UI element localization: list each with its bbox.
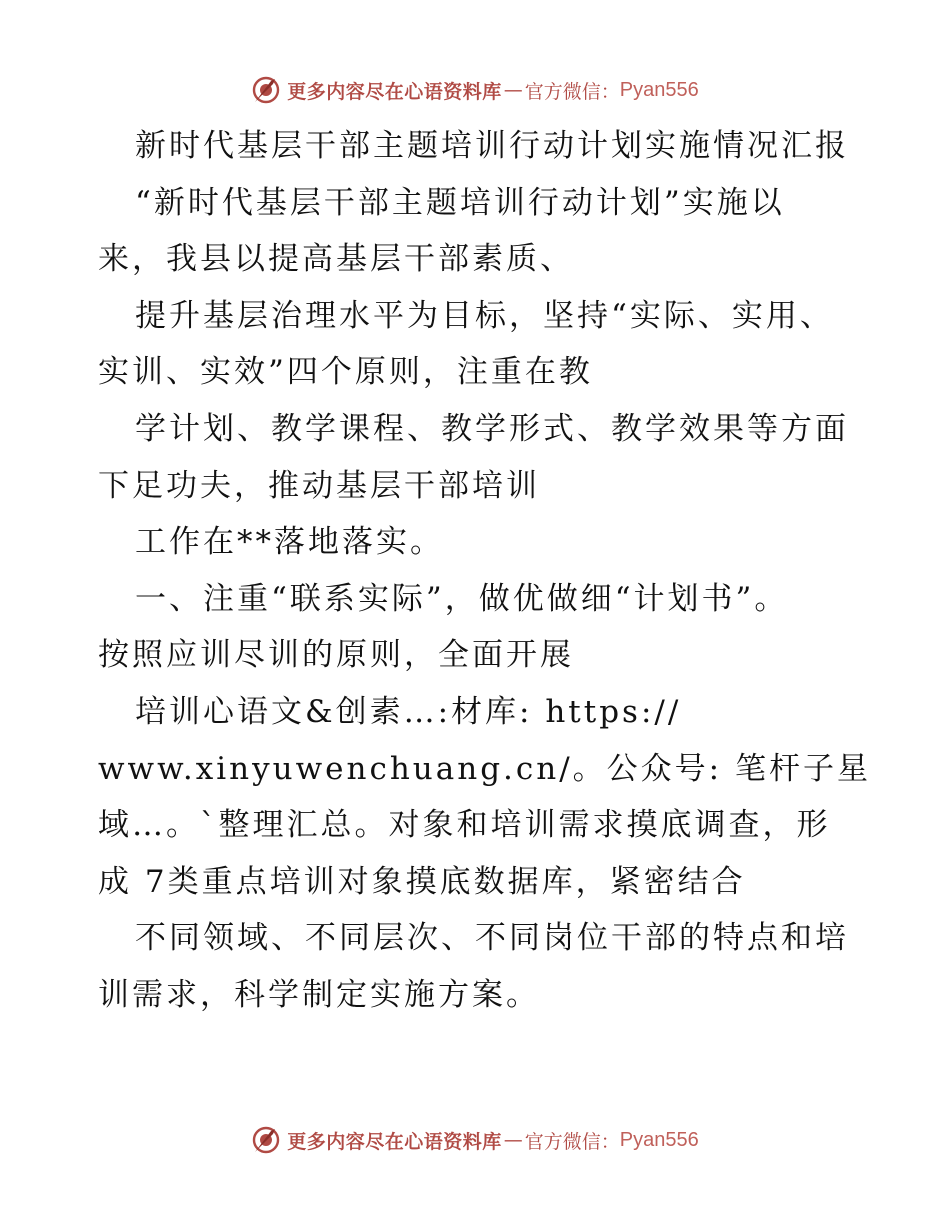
document-body (98, 118, 871, 1024)
banner-wechat-id: Pyan556 (619, 1128, 699, 1151)
paragraph-line: 提升基层治理水平为目标，坚持“实际、实用、 (135, 297, 834, 334)
paragraph-line: 成 7类重点培训对象摸底数据库，紧密结合 (98, 863, 746, 900)
banner-wechat-id: Pyan556 (619, 78, 699, 101)
banner-wechat-label: 官方微信： (524, 1130, 620, 1153)
paragraph-line: 工作在**落地落实。 (135, 524, 444, 561)
paragraph-line: 培训心语文&创素…:材库: https:// (135, 693, 682, 730)
quill-logo-icon (251, 1125, 281, 1155)
banner-wechat-label: 官方微信： (524, 80, 620, 103)
paragraph-line: 学计划、教学课程、教学形式、教学效果等方面 (135, 410, 849, 447)
banner-site-text: 更多内容尽在心语资料库 (287, 80, 502, 103)
quill-logo-icon (251, 75, 281, 105)
paragraph-line: 域…。`整理汇总。对象和培训需求摸底调查，形 (98, 807, 831, 844)
paragraph-line: 不同领域、不同层次、不同岗位干部的特点和培 (135, 920, 849, 957)
banner-separator: — (503, 1129, 523, 1151)
banner-separator: — (503, 79, 523, 101)
paragraph-line: 按照应训尽训的原则，全面开展 (98, 637, 574, 674)
paragraph-line: 来，我县以提高基层干部素质、 (98, 241, 574, 278)
footer-banner (0, 1120, 950, 1160)
paragraph-line: www.xinyuwenchuang.cn/。公众号: 笔杆子星 (98, 750, 871, 787)
banner-site-text: 更多内容尽在心语资料库 (287, 1130, 502, 1153)
paragraph-line: “新时代基层干部主题培训行动计划”实施以 (135, 184, 785, 221)
document-title: 新时代基层干部主题培训行动计划实施情况汇报 (135, 128, 849, 164)
header-banner (0, 70, 950, 110)
section-heading: 一、注重“联系实际”，做优做细“计划书”。 (135, 580, 789, 617)
paragraph-line: 实训、实效”四个原则，注重在教 (98, 354, 593, 391)
paragraph-line: 训需求，科学制定实施方案。 (98, 976, 540, 1013)
paragraph-line: 下足功夫，推动基层干部培训 (98, 467, 540, 504)
